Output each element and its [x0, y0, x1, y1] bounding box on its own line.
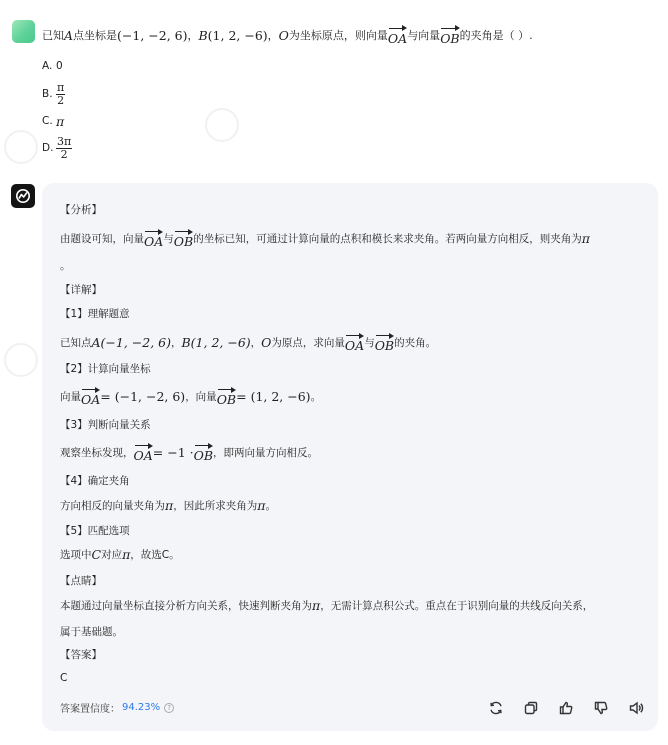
- read-aloud-button[interactable]: [618, 698, 653, 718]
- step-2-text: 向量 OA = (−1, −2, 6) ，向量 OB = (1, 2, −6) 。: [60, 386, 321, 407]
- vector-oa: OA: [388, 25, 407, 46]
- options-list: [42, 57, 72, 163]
- watermark-icon: [4, 130, 38, 164]
- step-3-heading: 【3】判断向量关系: [60, 419, 151, 431]
- like-button[interactable]: [548, 698, 583, 718]
- question-text: 已知 A 点坐标是 (−1, −2, 6) ， B (1, 2, −6) ， O 为坐标原点，则向量 OA 与向量 OB 的夹角是（ ）.: [42, 22, 642, 48]
- thumbs-down-icon: [593, 700, 609, 716]
- vector-ob: OB: [440, 25, 459, 46]
- option-c: C. π: [42, 113, 65, 129]
- help-icon[interactable]: ?: [164, 703, 174, 713]
- thumbs-up-icon: [558, 700, 574, 716]
- copy-icon: [523, 700, 539, 716]
- analysis-text: 由题设可知，向量 OA 与 OB 的坐标已知，可通过计算向量的点积和模长来求夹角。若两向量方向相反，则夹角为 π: [60, 228, 590, 249]
- confidence-row: [60, 700, 174, 715]
- analysis-text-end: 。: [60, 260, 71, 272]
- option-d: D. $\frac{3\pi}{2}$: [42, 134, 72, 161]
- analysis-heading: 【分析】: [60, 204, 102, 216]
- fraction: $\frac{\pi}{2}$: [57, 80, 65, 107]
- copy-button[interactable]: [513, 698, 548, 718]
- step-4-text: 方向相反的向量夹角为 π ，因此所求夹角为 π 。: [60, 498, 276, 513]
- comment-text: 本题通过向量坐标直接分析方向关系，快速判断夹角为 π ，无需计算点积公式。重点在于识别向量的共线反向关系，: [60, 598, 594, 613]
- regenerate-button[interactable]: [478, 698, 513, 718]
- action-toolbar: [478, 698, 653, 718]
- step-4-heading: 【4】确定夹角: [60, 475, 130, 487]
- assistant-logo-icon: [15, 188, 31, 204]
- fraction: $\frac{3\pi}{2}$: [57, 134, 72, 161]
- watermark-icon: [205, 108, 239, 142]
- refresh-icon: [488, 700, 504, 716]
- speaker-icon: [628, 700, 644, 716]
- user-avatar: [12, 20, 35, 43]
- step-1-text: 已知点 A(−1, −2, 6) ， B(1, 2, −6) ， O 为原点，求向量 OA 与 OB 的夹角。: [60, 332, 436, 353]
- confidence-label: 答案置信度：: [60, 704, 120, 715]
- detail-heading: 【详解】: [60, 284, 102, 296]
- watermark-icon: [4, 343, 38, 377]
- answer-value: C: [60, 672, 68, 684]
- step-5-text: 选项中 C 对应 π ，故选C。: [60, 547, 180, 562]
- comment-heading: 【点睛】: [60, 575, 102, 587]
- comment-text-2: 属于基础题。: [60, 626, 123, 638]
- option-b: B. $\frac{\pi}{2}$: [42, 80, 65, 107]
- step-3-text: 观察坐标发现， OA = −1 · OB ，即两向量方向相反。: [60, 442, 318, 463]
- dislike-button[interactable]: [583, 698, 618, 718]
- confidence-value: 94.23%: [122, 702, 161, 713]
- step-2-heading: 【2】计算向量坐标: [60, 363, 151, 375]
- step-5-heading: 【5】匹配选项: [60, 525, 130, 537]
- step-1-heading: 【1】理解题意: [60, 308, 130, 320]
- option-a: A. 0: [42, 60, 63, 72]
- assistant-avatar: [11, 184, 35, 208]
- answer-heading: 【答案】: [60, 649, 102, 661]
